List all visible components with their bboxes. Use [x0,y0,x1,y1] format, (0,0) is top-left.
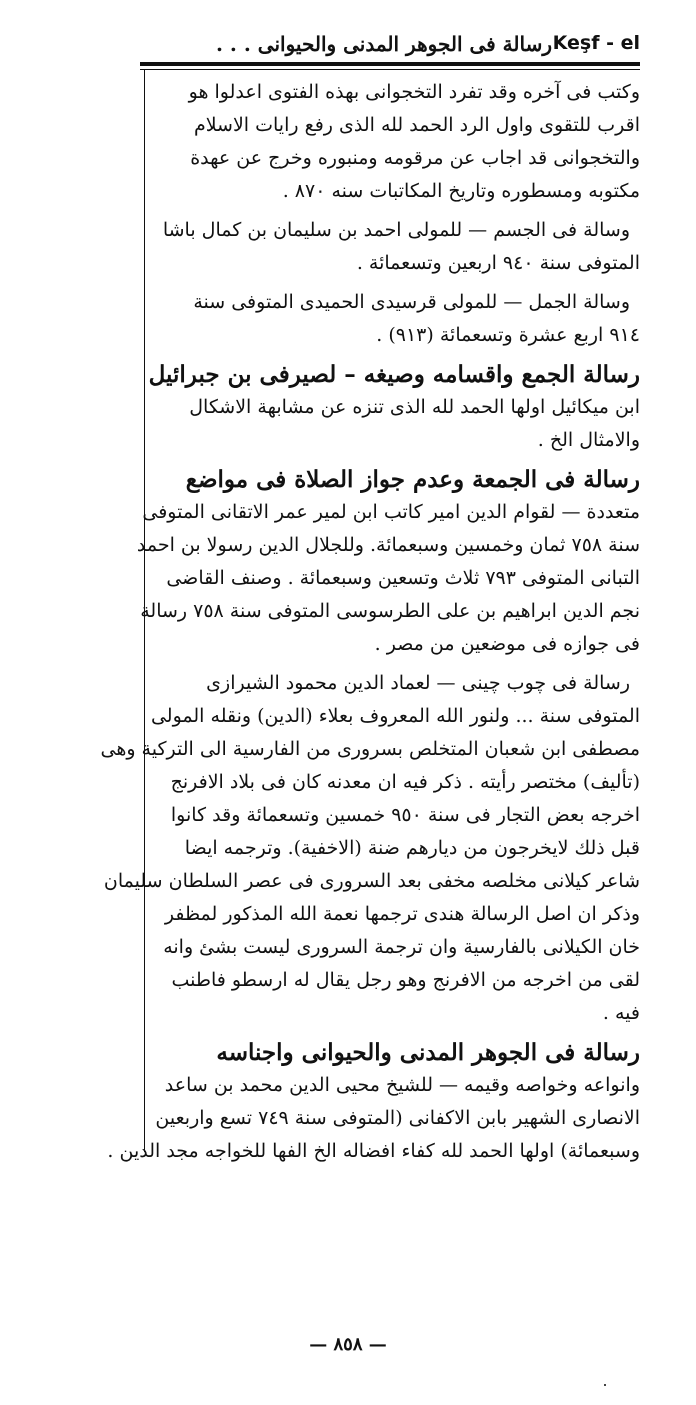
text-line: ٩١٤ اربع عشرة وتسعمائة (٩١٣) . [376,324,640,346]
text-line: التبانى المتوفى ٧٩٣ ثلاث وتسعين وسبعمائة . وصنف القاضى [166,567,640,589]
book-title-abbrev: Keşf - el [552,32,640,54]
header-rule-thin [140,69,640,70]
text-line: لقى من اخرجه من الافرنج وهو رجل يقال له ارسطو فاطنب [171,969,640,991]
text-line: شاعر كيلانى مخلصه مخفى بعد السرورى فى عصر السلطان سليمان [103,870,640,892]
entry-heading-line: رسالة الجمع واقسامه وصيغه – لصيرفى بن جبرائيل [148,361,640,388]
text-line: متعددة — لقوام الدين امير كاتب ابن لمير عمر الاتقانى المتوفى [142,501,640,523]
text-line: المتوفى سنة ٩٤٠ اربعين وتسعمائة . [356,252,640,274]
text-line: وكتب فى آخره وقد تفرد التخجوانى بهذه الفتوى اعدلوا هو [188,81,640,103]
text-line: (تأليف) مختصر رأيته . ذكر فيه ان معدنه كان فى بلاد الافرنج [170,771,640,793]
text-line: وسالة فى الجسم — للمولى احمد بن سليمان بن كمال باشا [162,219,630,241]
entry-heading-line: رسالة فى الجمعة وعدم جواز الصلاة فى مواضع [185,466,640,493]
text-line: اقرب للتقوى واول الرد الحمد لله الذى رفع رايات الاسلام [193,114,640,136]
text-line: فى جوازه فى موضعين من مصر . [374,633,640,655]
text-line: المتوفى سنة ... ولنور الله المعروف بعلاء (الدين) ونقله المولى [150,705,640,727]
running-title: رسالة فى الجوهر المدنى والحيوانى . . . [216,32,552,56]
text-line: الانصارى الشهير بابن الاكفانى (المتوفى سنة ٧٤٩ تسع واربعين [155,1107,640,1129]
text-line: قبل ذلك لايخرجون من ديارهم ضنة (الاخفية). وترجمه ايضا [184,837,640,859]
text-line: مكتوبه ومسطوره وتاريخ المكاتبات سنه ٨٧٠ . [282,180,640,202]
scan-speck [604,1384,606,1386]
text-line: مصطفى ابن شعبان المتخلص بسرورى من الفارسية الى التركية وهى [100,738,640,760]
text-line: وذكر ان اصل الرسالة هندى ترجمها نعمة الله المذكور لمظفر [164,903,640,925]
text-line: سنة ٧٥٨ ثمان وخمسين وسبعمائة. وللجلال الدين رسولا بن احمد [136,534,640,556]
text-line: نجم الدين ابراهيم بن على الطرسوسى المتوفى سنة ٧٥٨ رسالة [140,600,640,622]
text-line: وانواعه وخواصه وقيمه — للشيخ محيى الدين محمد بن ساعد [164,1074,640,1096]
entry-heading-line: رسالة فى الجوهر المدنى والحيوانى واجناسه [216,1039,640,1066]
text-line: اخرجه بعض التجار فى سنة ٩٥٠ خمسين وتسعمائة وقد كانوا [170,804,640,826]
page-number: — ٨٥٨ — [309,1334,387,1355]
header-rule-thick [140,62,640,66]
text-line: فيه . [602,1002,640,1024]
text-line: وسبعمائة) اولها الحمد لله كفاء افضاله الخ الفها للخواجه مجد الدين . [107,1140,640,1162]
text-line: رسالة فى چوب چینی — لعماد الدين محمود الشيرازى [206,672,630,694]
text-line: ابن ميكائيل اولها الحمد لله الذى تنزه عن مشابهة الاشكال [189,396,640,418]
text-line: والتخجوانى قد اجاب عن مرقومه ومنبوره وخرج عن عهدة [190,147,640,169]
text-body [100,76,640,1168]
text-line: خان الكيلانى بالفارسية وان ترجمة السرورى ليست بشئ وانه [163,936,640,958]
text-line: وسالة الجمل — للمولى قرسيدى الحميدى المتوفى سنة [193,291,630,313]
page-header [140,24,640,64]
text-line: والامثال الخ . [537,429,640,451]
